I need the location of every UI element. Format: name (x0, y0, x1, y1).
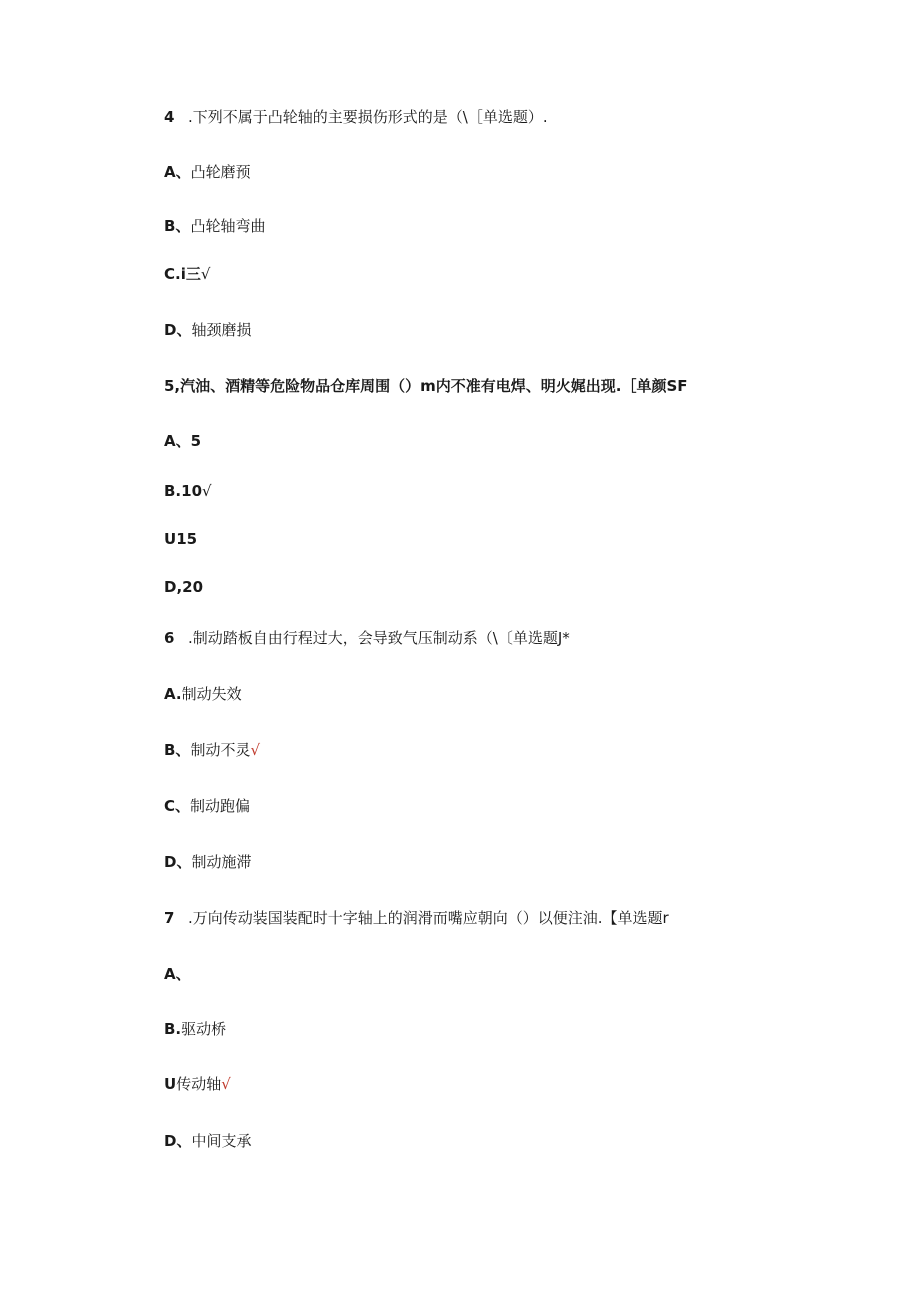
option-text: 轴颈磨损 (191, 321, 252, 339)
option-label: U (164, 1075, 177, 1093)
option-text: 制动跑偏 (190, 797, 251, 815)
question-text: 5,汽油、酒精等危险物品仓库周围（）m内不准有电焊、明火娓出现.［单颜SF (164, 377, 688, 395)
option-text: 10 (181, 482, 203, 500)
option-label: C、 (164, 797, 191, 815)
option-7d[interactable] (164, 1131, 251, 1151)
option-text: 传动轴 (176, 1075, 222, 1093)
option-text: 凸轮磨预 (190, 163, 251, 181)
option-6a[interactable] (164, 684, 242, 704)
option-7a[interactable] (164, 964, 191, 984)
check-mark-icon: √ (200, 265, 211, 283)
question-number: 4 (164, 108, 175, 126)
option-5b[interactable] (164, 481, 212, 501)
question-number: 6 (164, 629, 175, 647)
option-7c[interactable] (164, 1074, 231, 1094)
option-text: 中间支承 (191, 1132, 252, 1150)
option-label: U (164, 530, 177, 548)
option-text: 制动施滞 (191, 853, 252, 871)
option-label: D、 (164, 853, 192, 871)
option-6b[interactable] (164, 740, 260, 760)
option-4a[interactable] (164, 162, 251, 182)
option-5c[interactable] (164, 529, 197, 549)
option-4c[interactable] (164, 264, 210, 284)
option-label: A、 (164, 163, 191, 181)
option-text: 凸轮轴弯曲 (190, 217, 266, 235)
option-text: 5 (190, 432, 202, 450)
check-mark-icon: √ (221, 1075, 231, 1093)
option-label: D、 (164, 1132, 192, 1150)
question-4-stem (164, 107, 548, 127)
option-text: i三 (180, 265, 201, 283)
option-label: D、 (164, 321, 192, 339)
option-5a[interactable] (164, 431, 201, 451)
option-label: B. (164, 482, 182, 500)
option-label: B、 (164, 217, 191, 235)
option-text: 15 (176, 530, 198, 548)
option-text: 驱动桥 (181, 1020, 227, 1038)
question-text: .制动踏板自由行程过大，会导致气压制动系（\〔单选题J* (188, 629, 570, 647)
option-text: 20 (182, 578, 204, 596)
option-label: B. (164, 1020, 182, 1038)
option-4d[interactable] (164, 320, 251, 340)
question-5-stem (164, 376, 688, 396)
question-7-stem (164, 908, 669, 928)
question-text: .万向传动装国装配时十字轴上的润滑而嘴应朝向（）以便注油.【单选题r (188, 909, 669, 927)
check-mark-icon: √ (250, 741, 261, 759)
option-label: C. (164, 265, 181, 283)
option-label: A. (164, 685, 182, 703)
option-text: 制动不灵 (190, 741, 251, 759)
question-6-stem (164, 628, 570, 648)
option-6c[interactable] (164, 796, 250, 816)
option-4b[interactable] (164, 216, 265, 236)
question-text: .下列不属于凸轮轴的主要损伤形式的是（\［单选题）. (188, 108, 548, 126)
option-label: A、 (164, 432, 191, 450)
option-label: D, (164, 578, 183, 596)
option-text: 制动失效 (181, 685, 242, 703)
option-6d[interactable] (164, 852, 251, 872)
option-label: A、 (164, 965, 191, 983)
check-mark-icon: √ (202, 482, 212, 500)
option-label: B、 (164, 741, 191, 759)
question-number: 7 (164, 909, 175, 927)
option-7b[interactable] (164, 1019, 226, 1039)
option-5d[interactable] (164, 577, 203, 597)
